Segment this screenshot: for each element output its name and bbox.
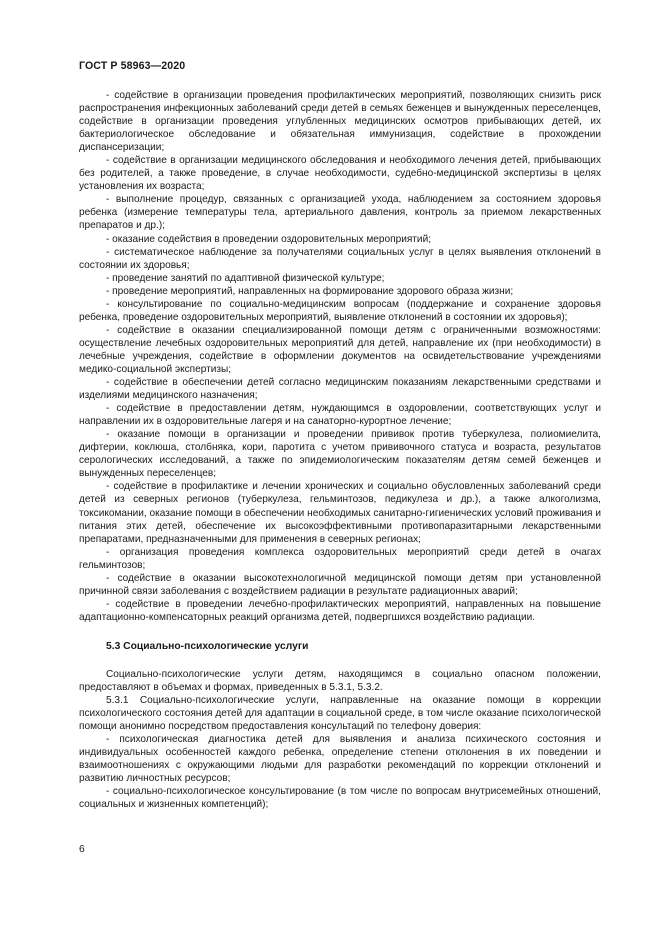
document-code: ГОСТ Р 58963—2020 [79,60,186,72]
list-item: - консультирование по социально-медицинским вопросам (поддержание и сохранение здоровья ребенка, проведение оздоровительных мероприятий, выявление отклонений в состоянии их здоровья); [79,298,601,323]
list-item: - систематическое наблюдение за получателями социальных услуг в целях выявления отклонений в состоянии их здоровья; [79,246,601,271]
list-item: - проведение мероприятий, направленных на формирование здорового образа жизни; [106,285,514,297]
list-item: - проведение занятий по адаптивной физической культуре; [106,272,385,284]
section-intro: Социально-психологические услуги детям, находящимся в социально опасном положении, предоставляют в объемах и формах, приведенных в 5.3.1, 5.3.2. [79,668,601,694]
list-item: - содействие в предоставлении детям, нуждающимся в оздоровлении, соответствующих услуг и направлении их в оздоровительные лагеря и на санаторно-курортное лечение; [79,403,601,428]
list-item: - оказание помощи в организации и проведении прививок против туберкулеза, полиомиелита, дифтерии, коклюша, столбняка, кори, паротита с учетом прививочного статуса и возраста, результатов серологических исследований, а также по эпидемиологическим показателям детям семей беженцев и вынужденных переселенцев; [79,429,601,480]
list-item: - содействие в обеспечении детей согласно медицинским показаниям лекарственными средствами и изделиями медицинского назначения; [79,377,601,402]
psychological-services-list [79,733,601,811]
page-number: 6 [79,844,85,855]
list-item: - содействие в организации медицинского обследования и необходимого лечения детей, прибывающих без родителей, а также проведение, в случае необходимости, судебно-медицинской экспертизы в целях установления их возраста; [79,155,601,193]
list-item: - содействие в профилактике и лечении хронических и социально обусловленных заболеваний среди детей из северных регионов (туберкулеза, гельминтозов, педикулеза и др.), а также алкоголизма, токсикомании, оказание помощи в обеспечении необходимых санитарно-гигиенических условий проживания и питания этих детей, обеспечение их высокоэффективными противопаразитарными лекарственными препаратами, предназначенными для применения в северных регионах; [79,481,601,545]
medical-services-list [79,89,601,624]
clause-5-3-1: 5.3.1 Социально-психологические услуги, направленные на оказание помощи в коррекции психологического состояния детей для адаптации в социальной среде, в том числе оказание психологической помощи анонимно посредством предоставления консультаций по телефону доверия: [79,695,601,733]
list-item: - содействие в проведении лечебно-профилактических мероприятий, направленных на повышение адаптационно-компенсаторных реакций организма детей, подвергшихся воздействию радиации. [79,598,601,623]
section-heading: 5.3 Социально-психологические услуги [106,640,309,652]
list-item: - организация проведения комплекса оздоровительных мероприятий среди детей в очагах гельминтозов; [79,546,601,571]
list-item: - оказание содействия в проведении оздоровительных мероприятий; [106,233,432,245]
list-item: - психологическая диагностика детей для выявления и анализа психического состояния и индивидуальных особенностей каждого ребенка, определение степени отклонения в их поведении и взаимоотношениях с окружающими людьми для разработки рекомендаций по коррекции отклонений и развитию личностных ресурсов; [79,734,601,785]
list-item: - выполнение процедур, связанных с организацией ухода, наблюдением за состоянием здоровья ребенка (измерение температуры тела, артериального давления, контроль за приемом лекарственных препаратов и др.); [79,194,601,232]
list-item: - содействие в оказании высокотехнологичной медицинской помощи детям при установленной причинной связи заболевания с воздействием радиации в результате радиационных аварий; [79,572,601,597]
list-item: - содействие в организации проведения профилактических мероприятий, позволяющих снизить риск распространения инфекционных заболеваний среди детей в семьях беженцев и вынужденных переселенцев, содействие в организации проведения углубленных медицинских осмотров прибывающих детей, их бактериологическое обследование и обязательная иммунизация, содействие в прохождении диспансеризации; [79,90,601,154]
list-item: - социально-психологическое консультирование (в том числе по вопросам внутрисемейных отношений, социальных и жизненных компетенций); [79,786,601,811]
list-item: - содействие в оказании специализированной помощи детям с ограниченными возможностями: осуществление лечебных оздоровительных мероприятий для детей, направление их (при необходимости) в лечебные учреждения, содействие в оформлении документов на освидетельствование учреждениями медико-социальной экспертизы; [79,324,601,375]
